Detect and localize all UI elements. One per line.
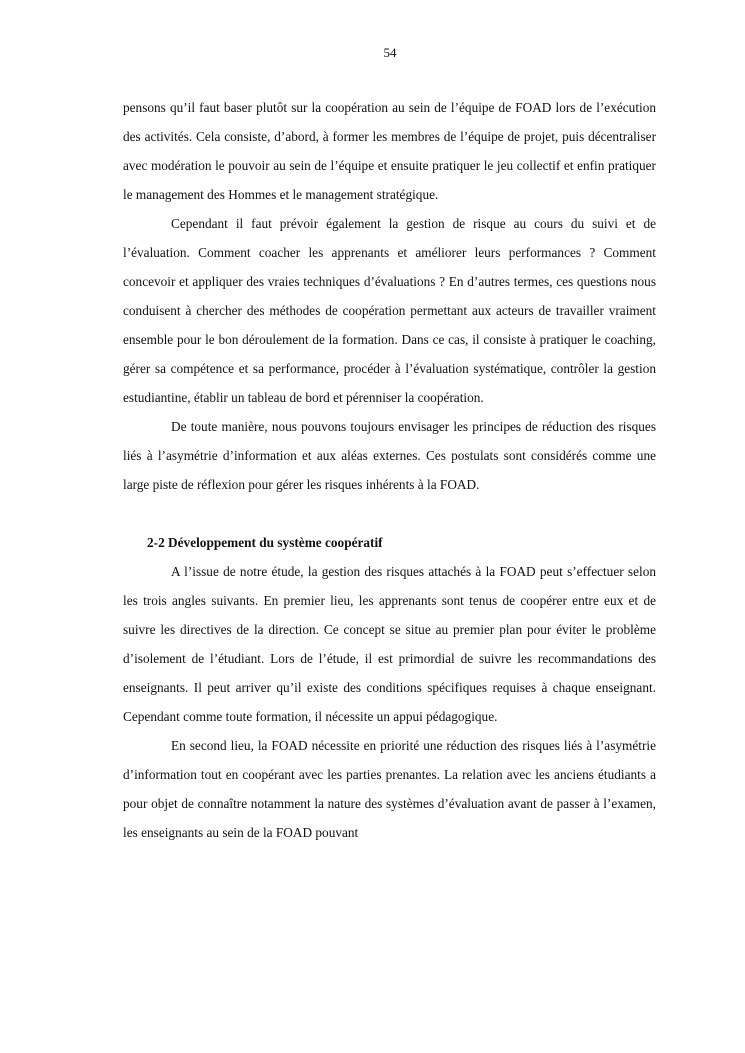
paragraph-risk-reduction: De toute manière, nous pouvons toujours envisager les principes de réduction des risques liés à l’asymétrie d’information et aux aléas externes. Ces postulats sont considérés comme une large piste de réflexion pour gérer les risques inhérents à la FOAD. [123,419,656,492]
paragraph-first-angle: A l’issue de notre étude, la gestion des risques attachés à la FOAD peut s’effectuer selon les trois angles suivants. En premier lieu, les apprenants sont tenus de coopérer entre eux et de suivre les directives de la direction. Ce concept se situe au premier plan pour éviter le problème d’isolement de l’étudiant. Lors de l’étude, il est primordial de suivre les recommandations des enseignants. Il peut arriver qu’il existe des conditions spécifiques requises à chaque enseignant. Cependant comme toute formation, il nécessite un appui pédagogique. [123,564,656,724]
section-heading: 2-2 Développement du système coopératif [147,535,383,550]
paragraph-risk-management: Cependant il faut prévoir également la gestion de risque au cours du suivi et de l’évaluation. Comment coacher les apprenants et améliorer leurs performances ? Comment concevoir et appliquer des vraies techniques d’évaluations ? En d’autres termes, ces questions nous conduisent à chercher des méthodes de coopération permettant aux acteurs de travailler vraiment ensemble pour le bon déroulement de la formation. Dans ce cas, il consiste à pratiquer le coaching, gérer sa compétence et sa performance, procéder à l’évaluation systématique, contrôler la gestion estudiantine, établir un tableau de bord et pérenniser la coopération. [123,216,656,405]
page-number: 54 [383,45,397,60]
paragraph-continuation: pensons qu’il faut baser plutôt sur la coopération au sein de l’équipe de FOAD lors de l’exécution des activités. Cela consiste, d’abord, à former les membres de l’équipe de projet, puis décentraliser avec modération le pouvoir au sein de l’équipe et ensuite pratiquer le jeu collectif et enfin pratiquer le management des Hommes et le management stratégique. [123,100,656,202]
body-text [123,93,656,847]
paragraph-second-angle: En second lieu, la FOAD nécessite en priorité une réduction des risques liés à l’asymétrie d’information tout en coopérant avec les parties prenantes. La relation avec les anciens étudiants a pour objet de connaître notamment la nature des systèmes d’évaluation avant de passer à l’examen, les enseignants au sein de la FOAD pouvant [123,738,656,840]
